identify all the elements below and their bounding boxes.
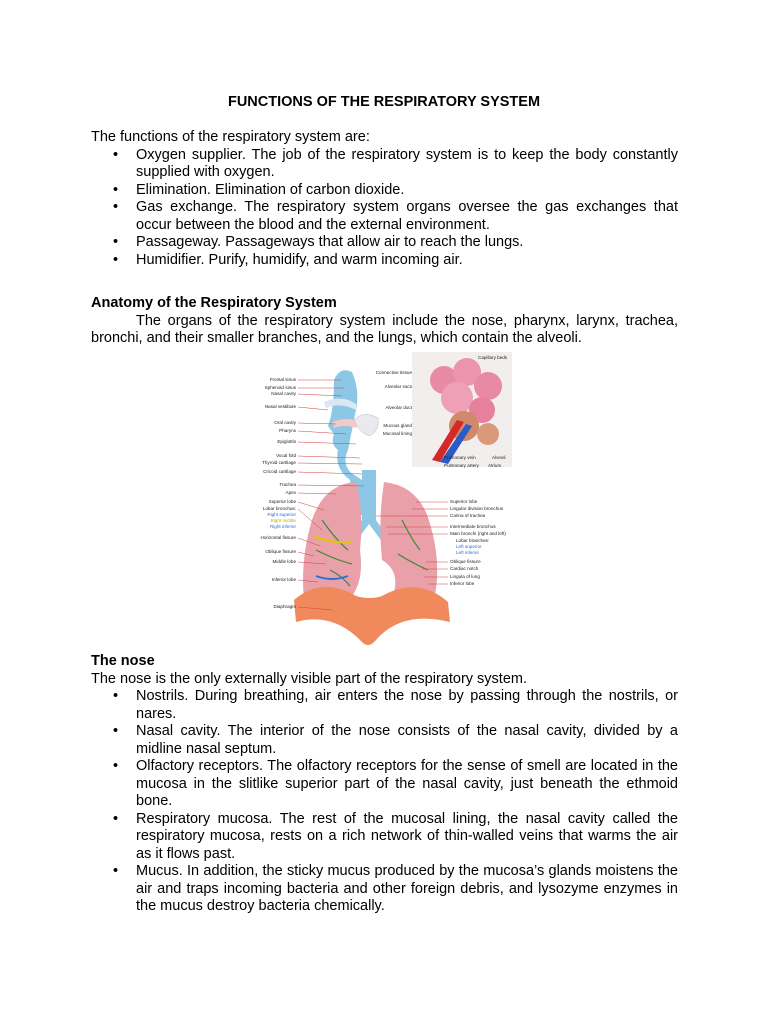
list-item: • Passageway. Passageways that allow air to reach the lungs. — [91, 234, 678, 252]
label-diaphragm: Diaphragm — [273, 604, 296, 609]
label-middle-lobe: Middle lobe — [272, 559, 296, 564]
label-pulmonary-vein: Pulmonary vein — [444, 455, 476, 460]
functions-list — [91, 147, 678, 270]
label-trachea: Trachea — [279, 482, 296, 487]
list-item: • Oxygen supplier. The job of the respiratory system is to keep the body constantly supplied with oxygen. — [91, 147, 678, 182]
list-item: • Mucus. In addition, the sticky mucus produced by the mucosa’s glands moistens the air and traps incoming bacteria and other foreign debris, and lysozyme enzymes in the mucus destroy bacteria chemically. — [91, 863, 678, 916]
right-labels — [450, 499, 506, 586]
label-right-inferior: Right inferior — [269, 524, 296, 529]
label-lingular-division-bronchus: Lingular division bronchus — [450, 506, 504, 511]
respiratory-diagram — [252, 350, 516, 652]
label-pharynx: Pharynx — [279, 428, 296, 433]
anatomy-paragraph: The organs of the respiratory system include the nose, pharynx, larynx, trachea, bronchi, and their smaller branches, and the lungs, which contain the alveoli. — [91, 312, 678, 346]
diaphragm — [294, 587, 450, 645]
list-item: • Gas exchange. The respiratory system organs oversee the gas exchanges that occur between the blood and the external environment. — [91, 199, 678, 234]
label-apex: Apex — [285, 490, 296, 495]
list-item: • Nasal cavity. The interior of the nose consists of the nasal cavity, divided by a midline nasal septum. — [91, 723, 678, 758]
nose-list — [91, 688, 678, 916]
label-nasal-cavity: Nasal cavity — [271, 391, 296, 396]
list-item: • Nostrils. During breathing, air enters the nose by passing through the nostrils, or nares. — [91, 688, 678, 723]
label-right-superior: Right superior — [267, 512, 296, 517]
label-pulmonary-artery: Pulmonary artery — [444, 463, 479, 468]
label-nasal-vestibule: Nasal vestibule — [264, 404, 296, 409]
page-title: FUNCTIONS OF THE RESPIRATORY SYSTEM — [227, 94, 541, 110]
nose-intro: The nose is the only externally visible part of the respiratory system. — [91, 670, 527, 687]
list-item: • Elimination. Elimination of carbon dioxide. — [91, 182, 678, 200]
label-connective-tissue: Connective tissue — [375, 370, 412, 375]
label-lobar-bronchus: Lobar bronchus: — [262, 506, 296, 511]
list-item: • Olfactory receptors. The olfactory receptors for the sense of smell are located in the mucosa in the slitlike superior part of the nasal cavity, just beneath the ethmoid bone. — [91, 758, 678, 811]
anatomy-section — [91, 295, 678, 348]
label-oral-cavity: Oral cavity — [274, 420, 296, 425]
list-item: • Humidifier. Purify, humidify, and warm incoming air. — [91, 252, 678, 270]
label-inferior-lobe-right: Inferior lobe — [450, 581, 475, 586]
label-left-inferior: Left inferior — [456, 550, 479, 555]
label-oblique-fissure-left: Oblique fissure — [265, 549, 296, 554]
anatomy-heading: Anatomy of the Respiratory System — [91, 295, 337, 311]
label-intermediate-bronchus: Intermediate bronchus — [450, 524, 496, 529]
label-alveolar-duct: Alveolar duct — [385, 405, 412, 410]
label-oblique-fissure-right: Oblique fissure — [450, 559, 481, 564]
label-alveolar-sacs: Alveolar sacs — [384, 384, 412, 389]
functions-intro: The functions of the respiratory system are: — [91, 129, 370, 145]
label-superior-lobe-left: Superior lobe — [268, 499, 296, 504]
label-left-superior: Left superior — [456, 544, 482, 549]
label-superior-lobe-right: Superior lobe — [450, 499, 478, 504]
label-lobar-branches: Lobar branches: — [456, 538, 490, 543]
label-vocal-fold: Vocal fold — [276, 453, 296, 458]
label-main-bronchi: Main bronchi (right and left) — [450, 531, 506, 536]
label-capillary-beds: Capillary beds — [478, 355, 508, 360]
nose-heading: The nose — [91, 653, 155, 669]
label-mucous-gland: Mucous gland — [383, 423, 412, 428]
label-frontal-sinus: Frontal sinus — [269, 377, 296, 382]
label-right-middle: Right middle — [270, 518, 296, 523]
label-thyroid-cartilage: Thyroid cartilage — [262, 460, 296, 465]
label-sphenoid-sinus: Sphenoid sinus — [264, 385, 296, 390]
label-inferior-lobe-left: Inferior lobe — [271, 577, 296, 582]
label-mucosal-lining: Mucosal lining — [382, 431, 412, 436]
label-cardiac-notch: Cardiac notch — [450, 566, 479, 571]
functions-section — [91, 129, 678, 269]
label-horizontal-fissure: Horizontal fissure — [260, 535, 296, 540]
label-epiglottis: Epiglottis — [277, 439, 296, 444]
label-cricoid-cartilage: Cricoid cartilage — [263, 469, 296, 474]
nose-section — [91, 653, 678, 916]
label-lingula-of-lung: Lingula of lung — [450, 574, 480, 579]
label-carina-of-trachea: Carina of trachea — [450, 513, 486, 518]
list-item: • Respiratory mucosa. The rest of the mucosal lining, the nasal cavity called the respiratory mucosa, rests on a rich network of thin-walled veins that warms the air as it flows past. — [91, 811, 678, 864]
label-atrium: Atrium — [488, 463, 502, 468]
label-alveoli: Alveoli — [492, 455, 506, 460]
left-labels — [261, 377, 297, 609]
